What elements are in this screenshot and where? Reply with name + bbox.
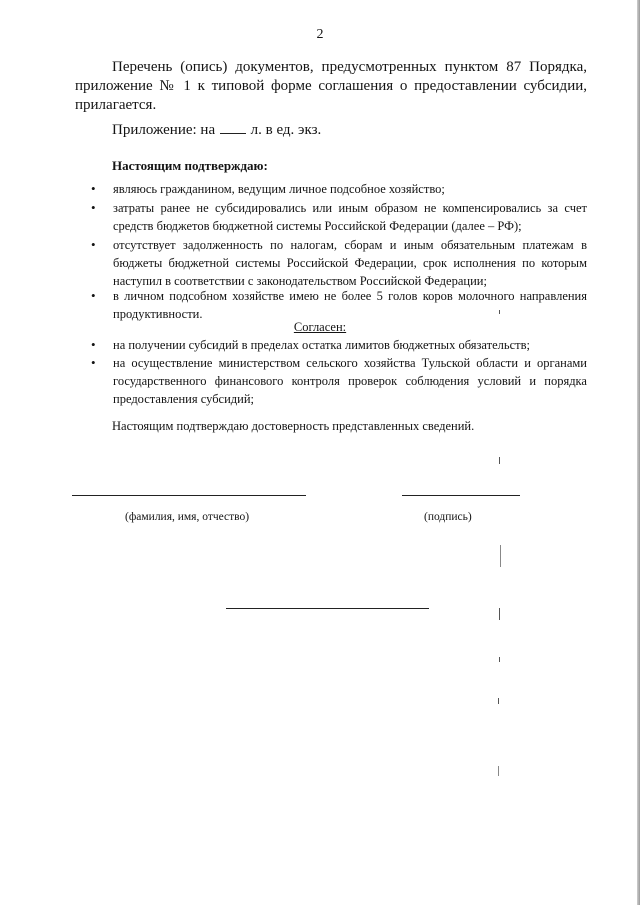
scan-mark	[500, 545, 501, 567]
attachment-pages-blank	[220, 121, 246, 134]
agree-heading	[0, 320, 640, 335]
extra-signature-line	[226, 608, 429, 609]
attachment-line	[112, 121, 321, 139]
scan-mark	[499, 657, 500, 662]
attachment-prefix: Приложение: на	[112, 122, 216, 138]
agree-heading-text: Согласен:	[293, 320, 347, 334]
confirm-item: • отсутствует задолженность по налогам, сборам и иным обязательным платежам в бюджеты бюджетной системы Российской Федерации, срок исполнения по которым наступил в соответствии с законодательством Российской Федерации;	[113, 236, 587, 290]
name-signature-line	[72, 495, 306, 496]
name-caption: (фамилия, имя, отчество)	[125, 511, 250, 523]
intro-paragraph: Перечень (опись) документов, предусмотренных пунктом 87 Порядка, приложение № 1 к типовой форме соглашения о предоставлении субсидии, прилагается.	[75, 59, 587, 113]
agree-item: • на осуществление министерством сельского хозяйства Тульской области и органами государственного финансового контроля проверок соблюдения условий и порядка предоставления субсидий;	[113, 354, 587, 408]
scan-mark	[499, 608, 500, 620]
confirm-item: • в личном подсобном хозяйстве имею не более 5 голов коров молочного направления продуктивности.	[113, 287, 587, 323]
scan-mark	[498, 698, 499, 704]
final-statement: Настоящим подтверждаю достоверность представленных сведений.	[112, 419, 475, 433]
signature-caption: (подпись)	[424, 511, 472, 523]
signature-line	[402, 495, 520, 496]
scan-mark	[499, 457, 500, 464]
scan-mark	[498, 766, 499, 776]
confirm-item: • являюсь гражданином, ведущим личное подсобное хозяйство;	[113, 180, 587, 198]
page-number: 2	[316, 27, 324, 42]
attachment-suffix: л. в ед. экз.	[250, 122, 322, 138]
agree-item: • на получении субсидий в пределах остатка лимитов бюджетных обязательств;	[113, 336, 587, 354]
scan-mark	[499, 310, 500, 314]
confirm-heading: Настоящим подтверждаю:	[112, 158, 268, 173]
confirm-item: • затраты ранее не субсидировались или иным образом не компенсировались за счет средств бюджетов бюджетной системы Российской Федерации (далее – РФ);	[113, 199, 587, 235]
